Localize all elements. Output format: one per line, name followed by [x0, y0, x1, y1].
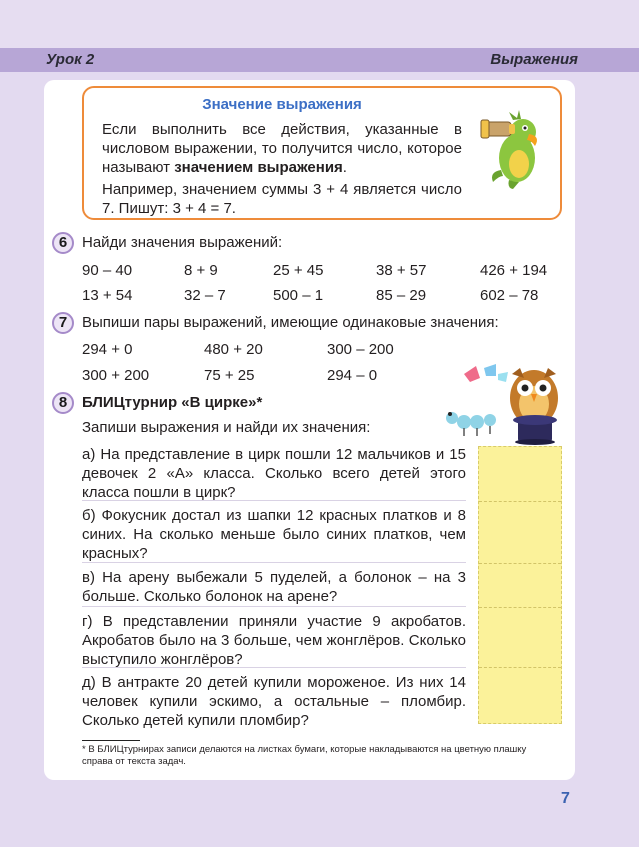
footnote-rule	[82, 740, 140, 741]
expression: 602 – 78	[480, 287, 539, 304]
definition-term: значением выражения	[174, 159, 343, 176]
exercise-7-prompt: Выпиши пары выражений, имеющие одинаковые значения:	[82, 314, 499, 331]
exercise-8-title: БЛИЦтурнир «В цирке»*	[82, 394, 263, 411]
top-margin	[0, 0, 639, 48]
answer-plate[interactable]	[478, 446, 562, 724]
topic-label: Выражения	[490, 51, 578, 68]
definition-example: Например, значением суммы 3 + 4 является число 7. Пишут: 3 + 4 = 7.	[102, 181, 462, 217]
exercise-6-prompt: Найди значения выражений:	[82, 234, 283, 251]
expression: 300 + 200	[82, 367, 150, 384]
expression: 32 – 7	[184, 287, 226, 304]
task-divider	[82, 562, 466, 563]
expression: 90 – 40	[82, 262, 133, 279]
expression: 38 + 57	[376, 262, 427, 279]
definition-text: Если выполнить все действия, указанные в числовом выражении, то получится число, которое называют значением выражения. Например, значением суммы 3 + 4 является число 7. Пишут: 3 + 4 = 7.	[102, 121, 462, 217]
parrot-illustration	[479, 110, 551, 190]
expression: 85 – 29	[376, 287, 427, 304]
task-b: б) Фокусник достал из шапки 12 красных платков и 8 синих. На сколько меньше было синих платков, чем красных?	[82, 507, 466, 562]
expression: 480 + 20	[204, 341, 263, 358]
expression: 8 + 9	[184, 262, 218, 279]
definition-title: Значение выражения	[202, 96, 362, 113]
page-header	[0, 48, 639, 72]
expression: 300 – 200	[327, 341, 394, 358]
task-divider	[82, 606, 466, 607]
task-d: д) В антракте 20 детей купили мороженое. Из них 14 человек купили эскимо, а остальные – пломбир. Сколько детей купили пломбир?	[82, 674, 466, 729]
expression: 13 + 54	[82, 287, 133, 304]
task-a: а) На представление в цирк пошли 12 мальчиков и 15 девочек 2 «А» класса. Сколько всего детей этого класса пошли в цирк?	[82, 446, 466, 501]
expression: 426 + 194	[480, 262, 548, 279]
lesson-label: Урок 2	[46, 51, 95, 68]
task-g: г) В представлении приняли участие 9 акробатов. Акробатов было на 3 больше, чем жонглёров. Сколько выступило жонглёров?	[82, 613, 466, 668]
page-number: 7	[561, 790, 570, 807]
footnote: * В БЛИЦтурнирах записи делаются на листках бумаги, которые накладываются на цветную плашку справа от текста задач.	[82, 744, 527, 767]
exercise-8-prompt: Запиши выражения и найди их значения:	[82, 419, 371, 436]
expression: 25 + 45	[273, 262, 324, 279]
exercise-7-number: 7	[52, 312, 74, 334]
exercise-6-number: 6	[52, 232, 74, 254]
task-v: в) На арену выбежали 5 пуделей, а болонок – на 3 больше. Сколько болонок на арене?	[82, 569, 466, 605]
task-divider	[82, 500, 466, 501]
exercise-8-number: 8	[52, 392, 74, 414]
expression: 500 – 1	[273, 287, 324, 304]
circus-owl-illustration	[440, 364, 570, 446]
expression: 294 + 0	[82, 341, 133, 358]
expression: 75 + 25	[204, 367, 255, 384]
task-divider	[82, 667, 466, 668]
definition-box	[82, 86, 562, 220]
expression: 294 – 0	[327, 367, 378, 384]
